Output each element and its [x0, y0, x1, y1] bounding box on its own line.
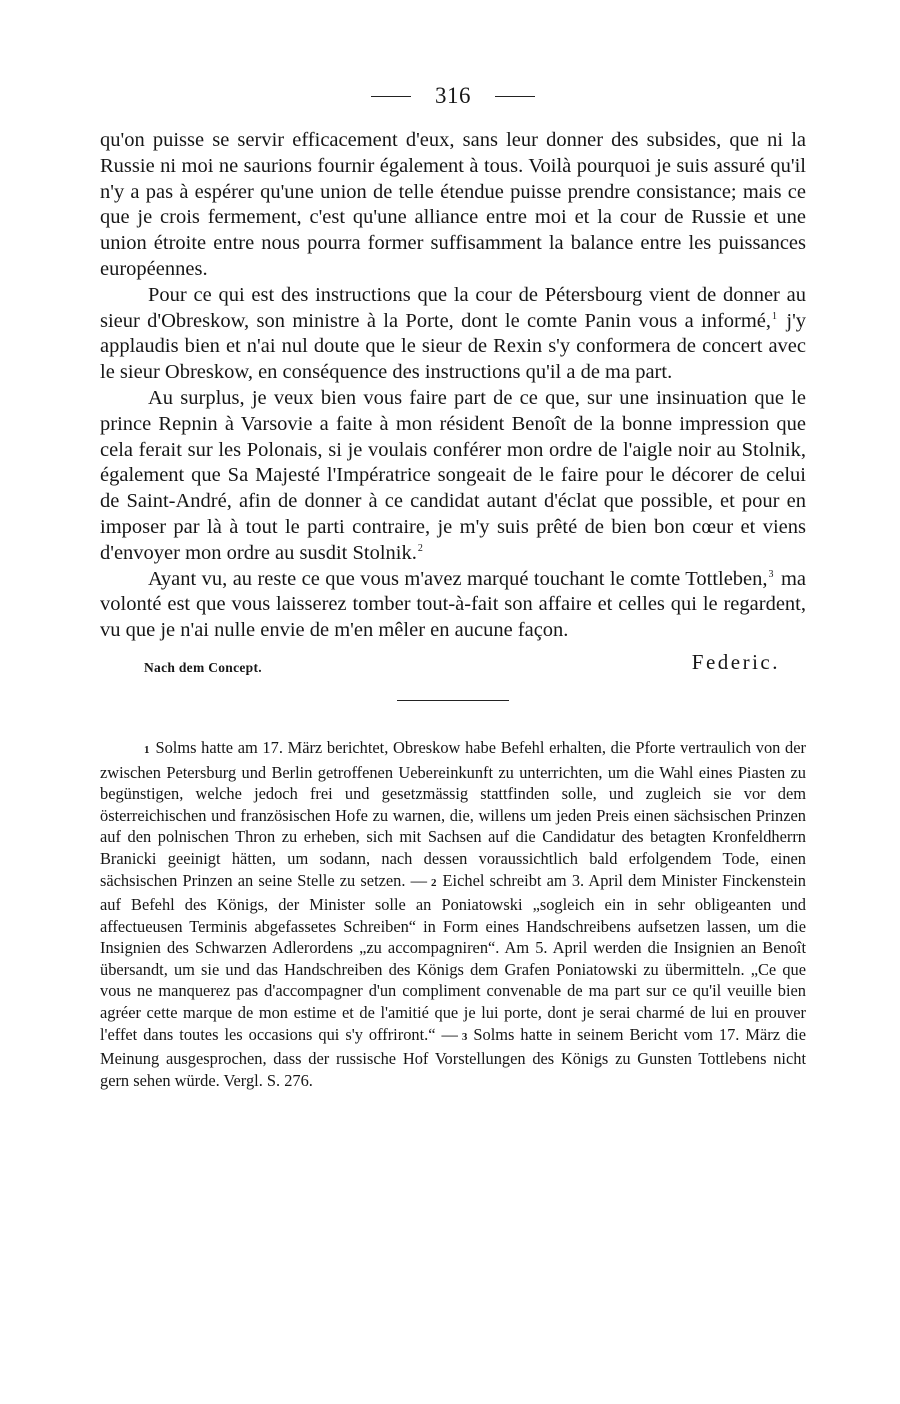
paragraph-4 — [100, 567, 806, 644]
source-note: Nach dem Concept. — [144, 659, 262, 675]
paragraph-1-text: qu'on puisse se servir efficacement d'eux, sans leur donner des subsides, que ni la Russie ni moi ne saurions fournir également à tous. Voilà pourquoi je suis assuré qu'il n'y a pas à espérer qu'une union de telle étendue puisse prendre consistance; mais ce que je crois fermement, c'est qu'une alliance entre moi et la cour de Russie et une union étroite entre nous pourra former suffisamment la balance entre les puissances européennes. — [100, 129, 806, 280]
paragraph-2-text-b: j'y applaudis bien et n'ai nul doute que le sieur de Rexin s'y conformera de concert avec le sieur Obreskow, en conséquence des instructions qu'il a de ma part. — [100, 309, 807, 384]
paragraph-2-text-a: Pour ce qui est des instructions que la cour de Pétersbourg vient de donner au sieur d'Obreskow, son ministre à la Porte, dont le comte Panin vous a informé, — [100, 283, 806, 332]
footnote-2-mark: 2 — [431, 876, 437, 889]
header-rule-right — [495, 96, 535, 97]
paragraph-1 — [100, 128, 806, 283]
footnote-separator — [397, 700, 509, 701]
footnotes-text — [100, 737, 806, 1092]
footnote-ref-2[interactable]: 2 — [417, 542, 423, 554]
signature: Federic. — [691, 649, 780, 674]
footnote-3-mark: 3 — [461, 1030, 468, 1043]
document-page — [100, 78, 806, 1091]
letter-closing — [100, 650, 806, 682]
footnote-ref-3[interactable]: 3 — [768, 568, 774, 580]
paragraph-3-text: Au surplus, je veux bien vous faire part de ce que, sur une insinuation que le prince Repnin à Varsovie a faite à mon résident Benoît de la bonne impression que cela ferait sur les Polonais, si je voulais conférer mon ordre de l'aigle noir au Stolnik, également que Sa Majesté l'Impératrice songeait de le faire pour le décorer de celui de Saint-André, afin de donner à ce candidat autant d'éclat que possible, et pour en imposer par là à tout le parti contraire, je m'y suis prêté de bien bon cœur et viens d'envoyer mon ordre au susdit Stolnik. — [100, 386, 806, 564]
page-number: 316 — [435, 83, 471, 108]
footnotes — [100, 737, 806, 1092]
paragraph-2 — [100, 283, 806, 386]
footnote-2-text: Eichel schreibt am 3. April dem Minister Finckenstein auf Befehl des Königs, der Minister solle an Poniatowski „sogleich ein in sehr obligeanten und affectueusen Terminis abgefassetes Schreiben“ in Form eines Handschreibens aufsetzen lassen, um die Insignien des Schwarzen Adlerordens „zu accompagniren“. Am 5. April werden die Insignien an Benoît übersandt, um sie und das Handschreiben des Königs dem Grafen Poniatowski zu übermitteln. „Ce que vous ne manquerez pas d'accompagner d'un compliment convenable de ma part sur ce qu'il veuille bien agréer cette marque de mon estime et de l'amitié que je lui porte, dont je serai charmé de lui en prouver l'effet dans toutes les occasions qui s'y offriront.“ — — [100, 870, 807, 1044]
page-header — [100, 78, 806, 114]
paragraph-4-text-b: ma volonté est que vous laisserez tomber tout-à-fait son affaire et celles qui le regardent, vu que je n'ai nulle envie de m'en mêler en aucune façon. — [100, 567, 807, 642]
paragraph-3 — [100, 386, 806, 567]
footnote-3-text: Solms hatte in seinem Bericht vom 17. März die Meinung ausgesprochen, dass der russische Hof Vorstellungen des Königs zu Gunsten Tottlebens nicht gern sehen würde. Vergl. S. 276. — [100, 1024, 807, 1090]
header-rule-left — [371, 96, 411, 97]
footnote-1-mark: 1 — [144, 743, 150, 756]
footnote-ref-1[interactable]: 1 — [772, 310, 778, 322]
paragraph-4-text-a: Ayant vu, au reste ce que vous m'avez marqué touchant le comte Tottleben, — [148, 567, 768, 590]
footnote-1-text: Solms hatte am 17. März berichtet, Obreskow habe Befehl erhalten, die Pforte vertraulich von der zwischen Petersburg und Berlin getroffenen Uebereinkunft zu unterrichten, um die Wahl eines Piasten zu begünstigen, welche jedoch frei und gesetzmässig stattfinden solle, und zugleich sie vor dem österreichischen und französischen Hofe zu warnen, die, willens um jeden Preis einen sächsischen Prinzen auf den polnischen Thron zu erheben, sich mit Sachsen auf die Candidatur des betagten Kronfeldherrn Branicki geeinigt hätten, um sodann, nach dessen voraussichtlich bald erfolgendem Tode, einen sächsischen Prinzen an seine Stelle zu setzen. — — [100, 737, 806, 890]
